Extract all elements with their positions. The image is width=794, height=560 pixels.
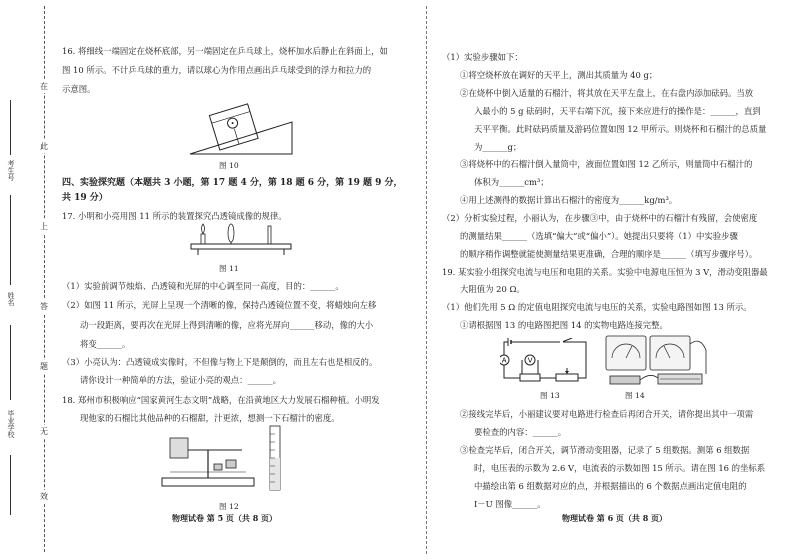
q17-part: 将变______。 (80, 339, 131, 349)
section-4-heading: 四、实验探究题（本题共 3 小题，第 17 题 4 分，第 18 题 6 分，第 19 题 9 分， (62, 178, 403, 188)
q18-step: 为______g； (474, 142, 522, 152)
figure-10-caption: 图 10 (219, 161, 239, 170)
field-name: 姓名 (7, 292, 15, 306)
q19-part1: （1）他们先用 5 Ω 的定值电阻探究电流与电压的关系，实验电路图如图 13 所示。 (442, 302, 752, 312)
q18-stem: 18. 郑州市积极响应“国家黄河生态文明”战略，在沿黄地区大力发展石榴种植。小明发 (62, 395, 380, 405)
q17-part: （2）如图 11 所示，光屏上呈现一个清晰的像，保持凸透镜位置不变，将蜡烛向左移 (62, 300, 377, 310)
q19-step: ③检查完毕后，闭合开关，调节滑动变阻器，记录了 5 组数据。测第 6 组数据 (460, 445, 750, 455)
field-line (10, 455, 11, 515)
section-4-heading: 共 19 分） (62, 193, 108, 203)
page-5-footer: 物理试卷 第 5 页（共 8 页） (172, 513, 278, 523)
binding-char: 答 (40, 302, 48, 311)
binding-char: 上 (40, 222, 48, 231)
q19-step: 时，电压表的示数为 2.6 V，电流表的示数如图 15 所示。请在图 16 的坐标系 (474, 463, 766, 473)
page-6-footer: 物理试卷 第 6 页（共 8 页） (562, 513, 668, 523)
q18-part2: （2）分析实验过程，小丽认为，在步骤③中，由于烧杯中的石榴汁有残留，会使密度 (442, 213, 758, 223)
q18-step: ①将空烧杯放在调好的天平上，测出其质量为 40 g； (460, 70, 658, 80)
figure-14-caption: 图 14 (625, 391, 645, 400)
q19-step: ①请根据图 13 的电路图把图 14 的实物电路连接完整。 (460, 320, 668, 330)
figure-12-caption: 图 12 (219, 502, 239, 511)
figure-11-caption: 图 11 (219, 264, 239, 273)
field-line (10, 325, 11, 400)
binding-char: 题 (40, 362, 48, 371)
q18-step: 天平平衡。此时砝码质量及游码位置如图 12 甲所示。则烧杯和石榴汁的总质量 (474, 124, 767, 134)
q18-step: ④用上述测得的数据计算出石榴汁的密度为______kg/m³。 (460, 195, 678, 205)
q16-line: 示意图。 (62, 84, 96, 94)
q18-step: 体积为______cm³； (474, 177, 549, 187)
figure-13-caption: 图 13 (540, 391, 560, 400)
q16-line: 图 10 所示。不计乒乓球的重力，请以球心为作用点画出乒乓球受到的浮力和拉力的 (62, 65, 372, 75)
q19-step: 要检查的内容：______。 (474, 427, 567, 437)
field-student-id: 考生号 (7, 160, 15, 181)
figure-12 (160, 424, 290, 496)
q16-line: 16. 将细线一端固定在烧杯底部，另一端固定在乒乓球上，烧杯加水后静止在斜面上，如 (62, 46, 388, 56)
field-line (10, 100, 11, 155)
q19-stem: 大阻值为 20 Ω。 (460, 284, 525, 294)
q17-part: 动一段距离，要再次在光屏上得到清晰的像，应将光屏向______移动，像的大小 (80, 320, 374, 330)
q17-part: （3）小亮认为：凸透镜成实像时，不但像与物上下是颠倒的，而且左右也是相反的。 (62, 357, 378, 367)
svg-text:A: A (501, 356, 507, 365)
q17-part: 请你设计一种简单的方法，验证小亮的观点：______。 (80, 375, 281, 385)
binding-char: 无 (40, 427, 48, 436)
figure-10 (188, 94, 298, 158)
q19-step: I－U 图像______。 (474, 499, 546, 509)
figure-13-circuit (500, 338, 590, 384)
figure-14-apparatus (600, 332, 710, 388)
q19-step: 中描绘出第 6 组数据对应的点，并根据描出的 6 个数据点画出定值电阻的 (474, 481, 747, 491)
figure-11 (188, 222, 294, 258)
field-line (10, 195, 11, 285)
q19-step: ②接线完毕后，小丽建议要对电路进行检查后再闭合开关，请你提出其中一项需 (460, 409, 754, 419)
binding-char: 在 (40, 82, 48, 91)
column-divider (426, 6, 427, 554)
q18-step: ③将烧杯中的石榴汁倒入量筒中，液面位置如图 12 乙所示，则量筒中石榴汁的 (460, 159, 753, 169)
q19-stem: 19. 某实验小组探究电流与电压和电阻的关系。实验中电源电压恒为 3 V，滑动变阻器最 (442, 267, 768, 277)
q17-stem: 17. 小明和小亮用图 11 所示的装置探究凸透镜成像的规律。 (62, 211, 287, 221)
q18-part2: 的顺序稍作调整就能使测量结果更准确，合理的顺序是______（填写步骤序号）。 (460, 249, 758, 259)
q18-step: 入最小的 5 g 砝码时，天平右端下沉，接下来应进行的操作是：______，直到 (474, 106, 761, 116)
q18-step: ②在烧杯中倒入适量的石榴汁，将其放在天平左盘上，在右盘内添加砝码。当放 (460, 88, 754, 98)
q18-part1: （1）实验步骤如下： (442, 52, 523, 62)
binding-char: 效 (40, 492, 48, 501)
svg-text:V: V (527, 356, 533, 365)
q18-stem: 现他家的石榴比其他品种的石榴甜，汁更浓，想测一下石榴汁的密度。 (80, 413, 340, 423)
q18-part2: 的测量结果______（选填“偏大”或“偏小”）。她提出只要将（1）中实验步骤 (460, 231, 738, 241)
field-school: 毕业学校 (7, 410, 15, 438)
binding-char: 此 (40, 142, 48, 151)
q17-part: （1）实验前调节烛焰、凸透镜和光屏的中心调至同一高度，目的：______。 (62, 281, 344, 291)
